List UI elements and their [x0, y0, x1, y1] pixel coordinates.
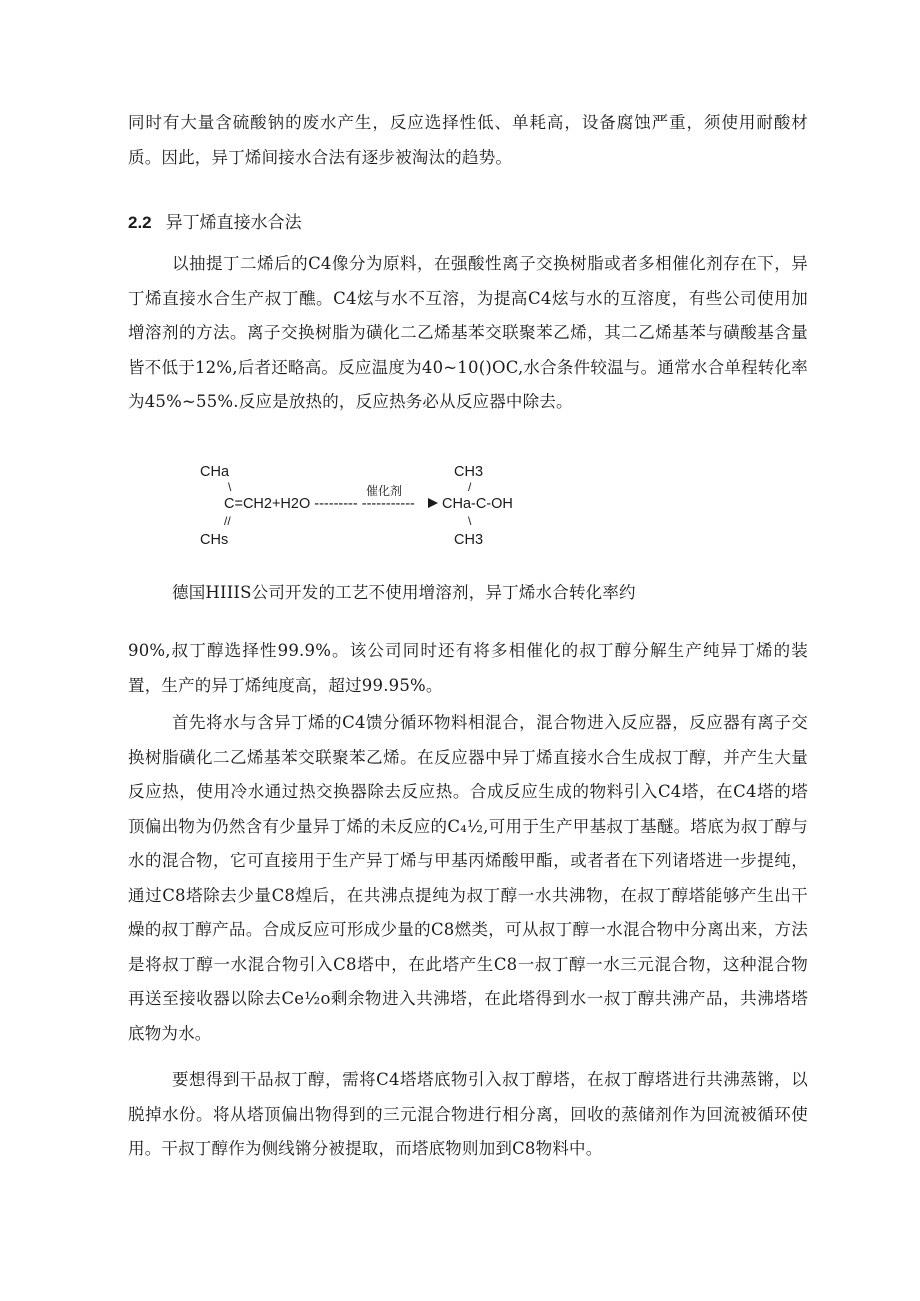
- section-title: 异丁烯直接水合法: [165, 213, 302, 233]
- catalyst-label: 催化剂: [366, 484, 403, 498]
- product-bottom-group: CH3: [454, 532, 484, 548]
- section-number: 2.2: [128, 213, 152, 232]
- reactant-bottom-bond: //: [224, 514, 231, 528]
- reactant-top-bond: \: [228, 480, 232, 494]
- paragraph-4: 90%,叔丁醇选择性99.9%。该公司同时还有将多相催化的叔丁醇分解生产纯异丁烯的装置，生产的异丁烯纯度高，超过99.95%。: [128, 641, 808, 695]
- reaction-arrowhead: [428, 498, 438, 508]
- product-bottom-bond: \: [468, 514, 472, 528]
- section-heading: [128, 206, 302, 240]
- product-top-group: CH3: [454, 464, 484, 480]
- paragraph-2: 以抽提丁二烯后的C4像分为原料，在强酸性离子交换树脂或者多相催化剂存在下，异丁烯直接水合生产叔丁醮。C4炫与水不互溶，为提高C4炫与水的互溶度，有些公司使用加增溶剂的方法。离子交换树脂为磺化二乙烯基苯交联聚苯乙烯，其二乙烯基苯与磺酸基含量皆不低于12%,后者还略高。反应温度为40~10()OC,水合条件较温与。通常水合单程转化率为45%~55%.反应是放热的，反应热务必从反应器中除去。: [128, 254, 808, 411]
- paragraph-1: 同时有大量含硫酸钠的废水产生，反应选择性低、单耗高，设备腐蚀严重，须使用耐酸材质。因此，异丁烯间接水合法有逐步被淘汰的趋势。: [128, 113, 808, 167]
- reaction-equation: [200, 460, 540, 560]
- paragraph-3: 德国HIIIS公司开发的工艺不使用增溶剂，异丁烯水合转化率约: [172, 583, 636, 602]
- product-formula: CHa-C-OH: [442, 496, 513, 512]
- reactant-top-group: CHa: [200, 464, 230, 480]
- reactant-bottom-group: CHs: [200, 532, 229, 548]
- product-top-bond: /: [468, 480, 472, 494]
- paragraph-5: 首先将水与含异丁烯的C4馈分循环物料相混合，混合物进入反应器，反应器有离子交换树脂磺化二乙烯基苯交联聚苯乙烯。在反应器中异丁烯直接水合生成叔丁醇，并产生大量反应热，使用冷水通过热交换器除去反应热。合成反应生成的物料引入C4塔，在C4塔的塔顶偏出物为仍然含有少量异丁烯的未反应的C₄½,可用于生产甲基叔丁基醚。塔底为叔丁醇与水的混合物，它可直接用于生产异丁烯与甲基丙烯酸甲酯，或者者在下列诸塔进一步提纯，通过C8塔除去少量C8煌后，在共沸点提纯为叔丁醇一水共沸物，在叔丁醇塔能够产生出干燥的叔丁醇产品。合成反应可形成少量的C8燃类，可从叔丁醇一水混合物中分离出来，方法是将叔丁醇一水混合物引入C8塔中，在此塔产生C8一叔丁醇一水三元混合物，这种混合物再送至接收器以除去Ce½o剩余物进入共沸塔，在此塔得到水一叔丁醇共沸产品，共沸塔塔底物为水。: [128, 713, 808, 1043]
- paragraph-6: 要想得到干品叔丁醇，需将C4塔塔底物引入叔丁醇塔，在叔丁醇塔进行共沸蒸锵，以脱掉水份。将从塔顶偏出物得到的三元混合物进行相分离，回收的蒸储剂作为回流被循环使用。干叔丁醇作为侧线锵分被提取，而塔底物则加到C8物料中。: [128, 1070, 808, 1158]
- reaction-main-line: C=CH2+H2O --------- -----------: [224, 496, 415, 512]
